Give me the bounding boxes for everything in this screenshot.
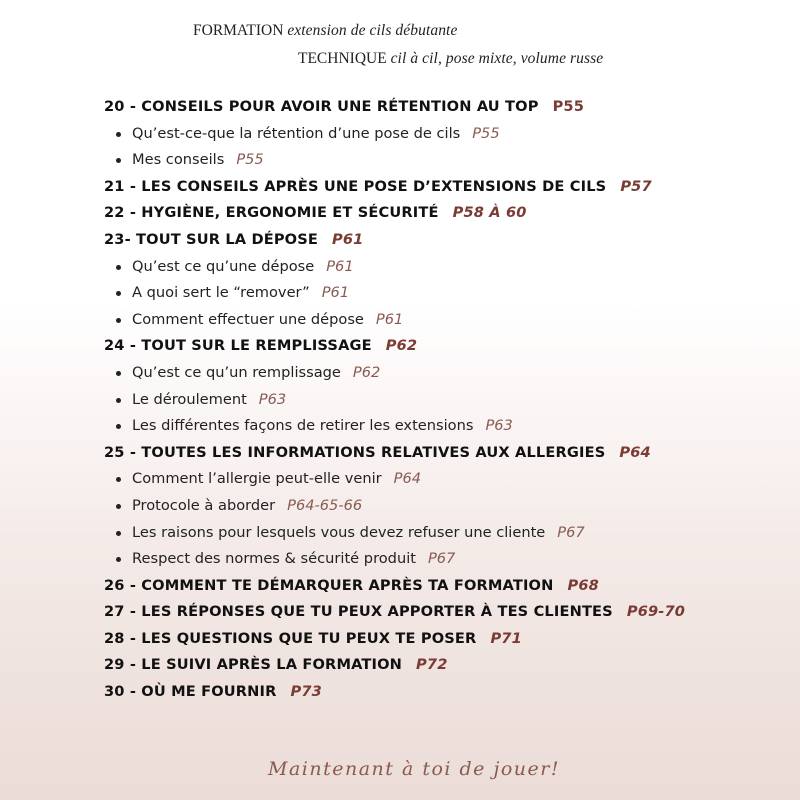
- toc-page-number: P64-65-66: [287, 496, 363, 514]
- toc-section-row: [104, 652, 784, 679]
- toc-section-title: 29 - LE SUIVI APRÈS LA FORMATION: [104, 656, 403, 674]
- toc-subitem-label: Le déroulement: [132, 390, 247, 408]
- toc-subitem-row: [104, 493, 784, 520]
- toc-subitem-label: Respect des normes & sécurité produit: [132, 550, 416, 568]
- table-of-contents: [104, 94, 784, 706]
- toc-subitem-label: Comment effectuer une dépose: [132, 310, 364, 328]
- toc-subitem-label: Protocole à aborder: [132, 496, 276, 514]
- toc-subitem-row: [104, 254, 784, 281]
- toc-page-number: P61: [326, 257, 354, 275]
- bullet-icon: [116, 398, 121, 403]
- toc-page-number: P69-70: [626, 603, 686, 621]
- toc-page-number: P73: [290, 683, 322, 701]
- bullet-icon: [116, 132, 121, 137]
- bullet-icon: [116, 265, 121, 270]
- toc-subitem-row: [104, 147, 784, 174]
- toc-section-row: [104, 573, 784, 600]
- toc-subitem-label: Qu’est ce qu’un remplissage: [132, 363, 341, 381]
- toc-page-number: P58 À 60: [452, 204, 527, 222]
- toc-page-number: P61: [375, 310, 404, 328]
- toc-section-row: [104, 599, 784, 626]
- toc-subitem-label: Qu’est-ce-que la rétention d’une pose de cils: [132, 124, 461, 142]
- toc-subitem-row: [104, 280, 784, 307]
- toc-section-row: [104, 626, 784, 653]
- toc-subitem-label: A quoi sert le “remover”: [132, 284, 310, 302]
- header-technique-label: TECHNIQUE: [298, 50, 387, 67]
- toc-section-title: 21 - LES CONSEILS APRÈS UNE POSE D’EXTENSIONS DE CILS: [104, 177, 607, 195]
- toc-subitem-row: [104, 307, 784, 334]
- toc-page-number: P61: [332, 230, 364, 248]
- toc-page-number: P64: [393, 470, 422, 488]
- toc-page-number: P64: [619, 443, 651, 461]
- bullet-icon: [116, 371, 121, 376]
- toc-section-title: 28 - LES QUESTIONS QUE TU PEUX TE POSER: [104, 629, 477, 647]
- toc-page-number: P68: [567, 576, 599, 594]
- bullet-icon: [116, 158, 121, 163]
- toc-subitem-label: Comment l’allergie peut-elle venir: [132, 470, 382, 488]
- toc-page-number: P55: [552, 98, 585, 115]
- toc-page-number: P61: [321, 284, 350, 302]
- header-technique-title: cil à cil, pose mixte, volume russe: [390, 50, 604, 67]
- toc-section-row: [104, 440, 784, 467]
- header-formation-label: FORMATION: [193, 22, 284, 39]
- toc-subitem-row: [104, 466, 784, 493]
- toc-subitem-row: [104, 360, 784, 387]
- toc-section-row: [104, 227, 784, 254]
- toc-section-title: 24 - TOUT SUR LE REMPLISSAGE: [104, 337, 372, 355]
- toc-page-number: P72: [416, 656, 448, 674]
- toc-section-title: 23- TOUT SUR LA DÉPOSE: [104, 230, 319, 248]
- toc-page-number: P67: [557, 523, 585, 541]
- toc-subitem-row: [104, 520, 784, 547]
- footer-tagline: Maintenant à toi de jouer!: [268, 758, 560, 780]
- bullet-icon: [116, 424, 121, 429]
- toc-subitem-row: [104, 121, 784, 148]
- toc-subitem-label: Les différentes façons de retirer les extensions: [132, 417, 474, 435]
- toc-page-number: P55: [472, 124, 500, 142]
- toc-subitem-label: Mes conseils: [132, 151, 225, 169]
- bullet-icon: [116, 318, 121, 323]
- toc-section-row: [104, 333, 784, 360]
- bullet-icon: [116, 557, 121, 562]
- toc-section-row: [104, 679, 784, 706]
- toc-section-title: 30 - OÙ ME FOURNIR: [104, 683, 277, 701]
- toc-page-number: P63: [258, 390, 287, 408]
- toc-page-number: P71: [490, 629, 522, 647]
- bullet-icon: [116, 531, 121, 536]
- toc-page-number: P62: [385, 337, 418, 355]
- header-line-2: [298, 50, 603, 68]
- toc-page-number: P63: [485, 417, 513, 435]
- toc-subitem-row: [104, 413, 784, 440]
- bullet-icon: [116, 477, 121, 482]
- toc-subitem-row: [104, 546, 784, 573]
- toc-section-title: 20 - CONSEILS POUR AVOIR UNE RÉTENTION AU TOP: [104, 98, 539, 115]
- toc-section-row: [104, 94, 784, 121]
- toc-subitem-label: Les raisons pour lesquels vous devez refuser une cliente: [132, 523, 546, 541]
- toc-section-title: 27 - LES RÉPONSES QUE TU PEUX APPORTER À TES CLIENTES: [104, 603, 613, 621]
- toc-page-number: P55: [236, 151, 264, 169]
- toc-section-title: 26 - COMMENT TE DÉMARQUER APRÈS TA FORMATION: [104, 576, 554, 594]
- bullet-icon: [116, 291, 121, 296]
- toc-page-number: P67: [427, 550, 456, 568]
- toc-page-number: P62: [352, 363, 381, 381]
- header-line-1: [193, 22, 457, 40]
- header-formation-title: extension de cils débutante: [287, 22, 458, 39]
- toc-page-number: P57: [620, 177, 652, 195]
- toc-section-row: [104, 200, 784, 227]
- toc-section-row: [104, 174, 784, 201]
- bullet-icon: [116, 504, 121, 509]
- toc-section-title: 25 - TOUTES LES INFORMATIONS RELATIVES AUX ALLERGIES: [104, 443, 606, 461]
- toc-subitem-label: Qu’est ce qu’une dépose: [132, 257, 315, 275]
- toc-section-title: 22 - HYGIÈNE, ERGONOMIE ET SÉCURITÉ: [104, 204, 439, 222]
- toc-subitem-row: [104, 387, 784, 414]
